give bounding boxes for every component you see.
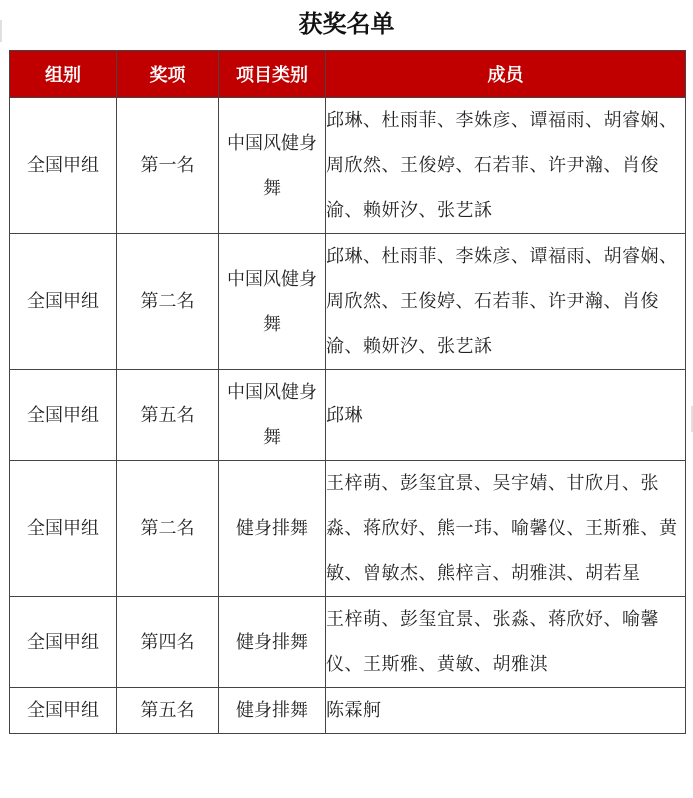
category-cell: 中国风健身舞 — [219, 98, 326, 234]
award-cell: 第四名 — [117, 597, 219, 688]
award-list-table — [9, 50, 686, 734]
page-title: 获奖名单 — [298, 9, 395, 38]
category-cell: 健身排舞 — [219, 461, 326, 597]
table-row — [10, 688, 686, 734]
award-cell: 第五名 — [117, 688, 219, 734]
category-cell: 健身排舞 — [219, 688, 326, 734]
category-cell: 健身排舞 — [219, 597, 326, 688]
table-row — [10, 234, 686, 370]
group-cell: 全国甲组 — [10, 98, 117, 234]
group-cell: 全国甲组 — [10, 461, 117, 597]
table-header-row — [10, 51, 686, 98]
header-category: 项目类别 — [219, 51, 326, 98]
group-cell: 全国甲组 — [10, 688, 117, 734]
table-row — [10, 370, 686, 461]
table-row — [10, 98, 686, 234]
header-members: 成员 — [326, 51, 686, 98]
award-cell: 第二名 — [117, 234, 219, 370]
award-cell: 第五名 — [117, 370, 219, 461]
members-cell: 邱琳 — [326, 370, 686, 461]
members-cell: 王梓萌、彭玺宜景、吴宇婧、甘欣月、张淼、蒋欣妤、熊一玮、喻馨仪、王斯雅、黄敏、曾敏杰、熊梓言、胡雅淇、胡若星 — [326, 461, 686, 597]
group-cell: 全国甲组 — [10, 234, 117, 370]
award-cell: 第二名 — [117, 461, 219, 597]
group-cell: 全国甲组 — [10, 597, 117, 688]
award-cell: 第一名 — [117, 98, 219, 234]
members-cell: 邱琳、杜雨菲、李姝彦、谭福雨、胡睿娴、周欣然、王俊婷、石若菲、许尹瀚、肖俊渝、赖妍汐、张艺訸 — [326, 98, 686, 234]
members-cell: 邱琳、杜雨菲、李姝彦、谭福雨、胡睿娴、周欣然、王俊婷、石若菲、许尹瀚、肖俊渝、赖妍汐、张艺訸 — [326, 234, 686, 370]
header-award: 奖项 — [117, 51, 219, 98]
table-row — [10, 597, 686, 688]
category-cell: 中国风健身舞 — [219, 370, 326, 461]
group-cell: 全国甲组 — [10, 370, 117, 461]
header-group: 组别 — [10, 51, 117, 98]
members-cell: 王梓萌、彭玺宜景、张淼、蒋欣妤、喻馨仪、王斯雅、黄敏、胡雅淇 — [326, 597, 686, 688]
table-row — [10, 461, 686, 597]
category-cell: 中国风健身舞 — [219, 234, 326, 370]
members-cell: 陈霖舸 — [326, 688, 686, 734]
